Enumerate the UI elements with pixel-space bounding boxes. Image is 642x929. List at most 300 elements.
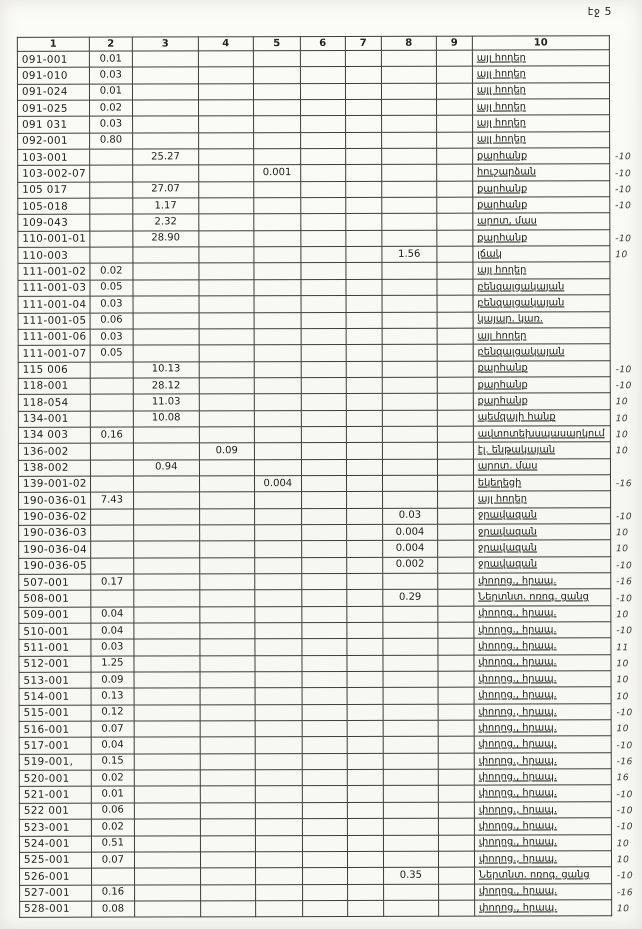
value-cell — [300, 149, 345, 165]
parcel-code-cell: 091-024 — [17, 84, 89, 101]
value-cell — [438, 688, 474, 704]
value-cell — [347, 851, 383, 867]
value-cell — [133, 476, 199, 493]
value-cell — [133, 280, 199, 297]
parcel-code-cell: 510-001 — [19, 623, 91, 640]
value-cell — [381, 148, 436, 164]
value-cell — [302, 606, 347, 622]
value-cell: 0.01 — [91, 786, 134, 802]
value-cell — [438, 769, 474, 785]
value-cell: 0.16 — [91, 885, 134, 901]
parcel-code-cell: 190-036-02 — [19, 509, 91, 526]
value-cell — [255, 721, 302, 737]
value-cell — [133, 492, 199, 509]
value-cell — [301, 214, 346, 230]
value-cell — [255, 786, 302, 802]
value-cell — [438, 704, 474, 720]
parcel-code-cell: 190-036-03 — [19, 525, 91, 542]
table-row — [18, 262, 610, 280]
value-cell — [134, 705, 200, 722]
value-cell — [302, 835, 347, 851]
value-cell — [301, 247, 346, 263]
table-row — [19, 540, 611, 558]
value-cell — [437, 377, 473, 393]
margin-annotation — [610, 313, 640, 329]
value-cell — [382, 377, 437, 393]
parcel-code-cell: 190-036-04 — [19, 541, 91, 558]
table-row — [19, 589, 611, 607]
value-cell — [346, 197, 382, 213]
value-cell — [253, 116, 300, 132]
land-use-cell: քարհանք — [472, 148, 609, 165]
value-cell — [347, 720, 383, 736]
value-cell — [302, 802, 347, 818]
table-row — [18, 148, 610, 166]
value-cell — [134, 835, 200, 852]
parcel-code-cell: 103-001 — [18, 149, 90, 166]
value-cell — [133, 427, 199, 444]
value-cell — [437, 361, 473, 377]
value-cell: 0.01 — [89, 51, 132, 67]
margin-annotation — [610, 84, 640, 100]
value-cell: 0.03 — [91, 639, 134, 655]
value-cell — [302, 622, 347, 638]
margin-annotation: 10 — [616, 724, 629, 735]
value-cell — [133, 312, 199, 329]
value-cell — [382, 263, 437, 279]
value-cell: 0.07 — [91, 852, 134, 868]
value-cell — [199, 459, 254, 475]
value-cell — [199, 492, 254, 508]
margin-annotation: -16 — [616, 577, 633, 588]
value-cell — [438, 606, 474, 622]
column-header: 7 — [345, 36, 381, 50]
table-row — [18, 213, 610, 231]
value-cell — [133, 296, 199, 313]
value-cell — [255, 900, 302, 916]
value-cell — [301, 230, 346, 246]
value-cell — [199, 247, 254, 263]
parcel-code-cell: 526-001 — [20, 868, 92, 885]
value-cell — [383, 900, 438, 916]
land-use-cell: արոտ, մաս — [473, 213, 610, 230]
parcel-code-cell: 507-001 — [19, 574, 91, 591]
value-cell: 0.004 — [254, 476, 301, 492]
table-row — [19, 556, 611, 574]
value-cell — [253, 83, 300, 99]
value-cell — [199, 427, 254, 443]
margin-annotation: -10 — [615, 381, 632, 392]
land-use-cell: այլ հողեր — [472, 99, 609, 116]
value-cell — [382, 214, 437, 230]
land-use-cell: փողոց., հրապ. — [474, 802, 611, 819]
parcel-code-cell: 509-001 — [19, 607, 91, 624]
value-cell — [437, 312, 473, 328]
value-cell — [134, 803, 200, 820]
table-row — [19, 736, 611, 754]
table-row — [19, 834, 611, 852]
margin-annotation: -10 — [616, 626, 633, 637]
value-cell — [347, 622, 383, 638]
table-row — [17, 82, 609, 100]
margin-annotation: -10 — [616, 871, 634, 882]
land-use-cell: քարհանք — [473, 360, 610, 377]
value-cell — [199, 312, 254, 328]
land-use-cell: ջրավազան — [473, 524, 610, 541]
value-cell — [254, 459, 301, 475]
value-cell — [200, 672, 255, 688]
value-cell — [198, 116, 253, 132]
table-row — [19, 687, 611, 705]
value-cell — [436, 115, 472, 131]
value-cell — [199, 263, 254, 279]
value-cell — [254, 230, 301, 246]
value-cell — [200, 688, 255, 704]
value-cell — [255, 590, 302, 606]
value-cell — [347, 671, 383, 687]
parcel-code-cell: 190-036-05 — [19, 558, 91, 575]
margin-annotation: -10 — [615, 201, 632, 212]
value-cell: 0.03 — [89, 67, 132, 83]
value-cell — [347, 802, 383, 818]
margin-annotation: -16 — [616, 757, 633, 768]
value-cell — [382, 197, 437, 213]
value-cell — [254, 508, 301, 524]
value-cell — [382, 295, 437, 311]
value-cell — [347, 688, 383, 704]
parcel-code-cell: 091-010 — [17, 67, 89, 84]
value-cell — [199, 410, 254, 426]
value-cell — [345, 148, 381, 164]
value-cell — [254, 181, 301, 197]
value-cell — [200, 737, 255, 753]
value-cell — [436, 50, 472, 66]
value-cell: 0.02 — [91, 770, 134, 786]
parcel-code-cell: 105 017 — [18, 182, 90, 199]
value-cell: 0.04 — [91, 623, 134, 639]
value-cell — [381, 83, 436, 99]
value-cell — [301, 361, 346, 377]
parcel-code-cell: 522 001 — [19, 803, 91, 820]
value-cell: 0.06 — [91, 803, 134, 819]
parcel-code-cell: 517-001 — [19, 738, 91, 755]
value-cell — [438, 818, 474, 834]
value-cell — [383, 786, 438, 802]
value-cell — [437, 295, 473, 311]
parcel-code-cell: 138-002 — [18, 460, 90, 477]
value-cell — [347, 769, 383, 785]
land-use-cell: ջրավազան — [474, 540, 611, 557]
table-row — [20, 883, 612, 901]
margin-annotation: -10 — [615, 185, 632, 196]
value-cell — [254, 214, 301, 230]
parcel-code-cell: 521-001 — [19, 787, 91, 804]
value-cell — [132, 100, 198, 117]
value-cell — [254, 198, 301, 214]
value-cell — [301, 524, 346, 540]
value-cell — [133, 345, 199, 362]
value-cell — [200, 541, 255, 557]
value-cell — [438, 622, 474, 638]
parcel-code-cell: 118-054 — [18, 394, 90, 411]
value-cell — [132, 67, 198, 84]
value-cell — [302, 704, 347, 720]
table-row — [18, 181, 610, 199]
value-cell — [346, 410, 382, 426]
value-cell — [381, 67, 436, 83]
value-cell — [89, 149, 132, 165]
value-cell — [132, 133, 198, 150]
value-cell — [301, 394, 346, 410]
value-cell — [437, 197, 473, 213]
value-cell — [301, 312, 346, 328]
value-cell — [302, 541, 347, 557]
parcel-code-cell: 111-001-07 — [18, 345, 90, 362]
value-cell — [437, 426, 473, 442]
value-cell — [302, 573, 347, 589]
value-cell — [134, 574, 200, 591]
value-cell — [437, 393, 473, 409]
table-row — [18, 458, 610, 476]
table-row — [19, 802, 611, 820]
value-cell — [437, 524, 473, 540]
table-row — [18, 311, 610, 329]
table-row — [18, 344, 610, 362]
margin-annotation: 11 — [616, 642, 629, 653]
value-cell: 0.03 — [382, 508, 437, 524]
value-cell — [300, 99, 345, 115]
value-cell — [255, 574, 302, 590]
parcel-code-cell: 525-001 — [19, 852, 91, 869]
value-cell — [438, 900, 474, 916]
land-use-cell: փողոց., հրապ. — [474, 720, 611, 737]
table-row — [18, 295, 610, 313]
margin-annotation: 10 — [615, 528, 629, 539]
value-cell — [132, 51, 198, 68]
value-cell — [132, 84, 198, 101]
value-cell — [346, 426, 382, 442]
value-cell — [382, 426, 437, 442]
parcel-code-cell: 516-001 — [19, 721, 91, 738]
value-cell — [345, 99, 381, 115]
margin-annotation: -10 — [616, 822, 633, 833]
land-use-cell: քարհանք — [473, 197, 610, 214]
value-cell — [346, 296, 382, 312]
value-cell — [255, 639, 302, 655]
value-cell — [302, 770, 347, 786]
value-cell — [134, 541, 200, 558]
value-cell — [90, 476, 133, 492]
margin-annotation: 10 — [616, 675, 629, 686]
value-cell — [347, 900, 383, 916]
value-cell — [200, 574, 255, 590]
value-cell — [200, 901, 255, 917]
value-cell: 0.02 — [89, 100, 132, 116]
table-row — [18, 246, 610, 264]
value-cell — [346, 165, 382, 181]
value-cell — [134, 786, 200, 803]
value-cell — [438, 737, 474, 753]
value-cell — [346, 230, 382, 246]
value-cell — [134, 884, 200, 901]
parcel-code-cell: 519-001, — [19, 754, 91, 771]
value-cell — [134, 737, 200, 754]
value-cell — [437, 491, 473, 507]
value-cell — [347, 753, 383, 769]
land-use-cell: փողոց., հրապ. — [474, 638, 611, 655]
value-cell — [302, 688, 347, 704]
value-cell — [253, 67, 300, 83]
value-cell — [382, 491, 437, 507]
land-use-cell: փողոց., հրապ. — [474, 704, 611, 721]
margin-annotation — [611, 460, 641, 476]
parcel-code-cell: 190-036-01 — [19, 492, 91, 509]
value-cell — [134, 688, 200, 705]
land-use-cell: այլ հողեր — [473, 262, 610, 279]
value-cell — [438, 720, 474, 736]
value-cell — [90, 362, 133, 378]
parcel-code-cell: 528-001 — [20, 901, 92, 918]
value-cell — [347, 541, 383, 557]
value-cell — [90, 394, 133, 410]
value-cell — [200, 786, 255, 802]
value-cell — [347, 786, 383, 802]
parcel-code-cell: 110-003 — [18, 247, 90, 264]
value-cell — [382, 361, 437, 377]
parcel-code-cell: 109-043 — [18, 215, 90, 232]
margin-annotation — [610, 296, 640, 312]
value-cell — [134, 672, 200, 689]
value-cell: 0.17 — [91, 574, 134, 590]
value-cell — [438, 655, 474, 671]
margin-annotation — [610, 51, 640, 67]
value-cell — [200, 655, 255, 671]
value-cell — [132, 116, 198, 133]
table-row — [18, 377, 610, 395]
margin-annotation: 10 — [616, 855, 630, 866]
margin-annotation: 10 — [615, 430, 629, 441]
table-row — [18, 197, 610, 215]
value-cell — [302, 868, 347, 884]
land-use-cell: կայար. կառ. — [473, 311, 610, 328]
value-cell — [134, 623, 200, 640]
value-cell — [199, 280, 254, 296]
value-cell — [200, 721, 255, 737]
value-cell — [301, 475, 346, 491]
value-cell — [90, 231, 133, 247]
value-cell — [437, 263, 473, 279]
value-cell — [438, 540, 474, 556]
value-cell — [383, 573, 438, 589]
table-row — [18, 230, 610, 248]
value-cell — [301, 165, 346, 181]
column-header: 3 — [132, 37, 198, 51]
value-cell — [255, 868, 302, 884]
value-cell — [253, 51, 300, 67]
value-cell — [254, 394, 301, 410]
value-cell — [302, 655, 347, 671]
value-cell — [302, 900, 347, 916]
value-cell: 0.03 — [89, 116, 132, 132]
value-cell: 0.05 — [90, 345, 133, 361]
value-cell — [254, 247, 301, 263]
value-cell: 0.03 — [90, 296, 133, 312]
parcel-code-cell: 105-018 — [18, 198, 90, 215]
value-cell — [254, 377, 301, 393]
value-cell — [253, 132, 300, 148]
value-cell — [200, 704, 255, 720]
value-cell — [383, 639, 438, 655]
value-cell — [383, 671, 438, 687]
land-use-cell: այլ հողեր — [472, 66, 609, 83]
value-cell — [301, 426, 346, 442]
value-cell: 28.12 — [133, 378, 199, 395]
land-use-cell: փողոց., հրապ. — [474, 687, 611, 704]
value-cell — [437, 344, 473, 360]
value-cell: 0.05 — [90, 280, 133, 296]
value-cell — [90, 214, 133, 230]
value-cell — [200, 770, 255, 786]
margin-annotation — [610, 133, 640, 149]
value-cell — [437, 279, 473, 295]
value-cell — [301, 198, 346, 214]
value-cell — [300, 67, 345, 83]
value-cell — [253, 100, 300, 116]
value-cell — [200, 557, 255, 573]
value-cell — [347, 655, 383, 671]
value-cell — [134, 852, 200, 869]
table-row — [20, 867, 612, 885]
value-cell — [382, 410, 437, 426]
value-cell — [437, 442, 473, 458]
value-cell — [301, 279, 346, 295]
value-cell — [90, 378, 133, 394]
land-use-cell: փողոց., հրապ. — [474, 671, 611, 688]
value-cell — [199, 198, 254, 214]
table-row — [19, 851, 611, 869]
parcel-code-cell: 511-001 — [19, 640, 91, 657]
table-header-row — [17, 36, 609, 52]
value-cell — [200, 639, 255, 655]
parcel-code-cell: 512-001 — [19, 656, 91, 673]
value-cell — [437, 328, 473, 344]
value-cell — [347, 704, 383, 720]
value-cell — [90, 525, 133, 541]
value-cell — [255, 819, 302, 835]
value-cell — [383, 818, 438, 834]
value-cell — [346, 279, 382, 295]
value-cell — [300, 83, 345, 99]
land-use-cell: այլ հողեր — [473, 328, 610, 345]
column-header: 6 — [300, 36, 345, 50]
column-header: 10 — [472, 36, 609, 50]
value-cell — [255, 884, 302, 900]
value-cell — [346, 377, 382, 393]
value-cell — [133, 263, 199, 280]
margin-annotation — [610, 280, 640, 296]
land-use-cell: հուշարձան — [473, 164, 610, 181]
land-use-cell: փողոց., հրապ. — [474, 883, 611, 900]
parcel-code-cell: 091 031 — [18, 117, 90, 134]
parcel-code-cell: 527-001 — [20, 885, 92, 902]
value-cell — [134, 557, 200, 574]
land-use-cell: բենզալցակայան — [473, 279, 610, 296]
value-cell — [345, 132, 381, 148]
table-row — [18, 360, 610, 378]
margin-annotation — [610, 117, 640, 133]
table-row — [19, 818, 611, 836]
value-cell: 0.06 — [90, 313, 133, 329]
